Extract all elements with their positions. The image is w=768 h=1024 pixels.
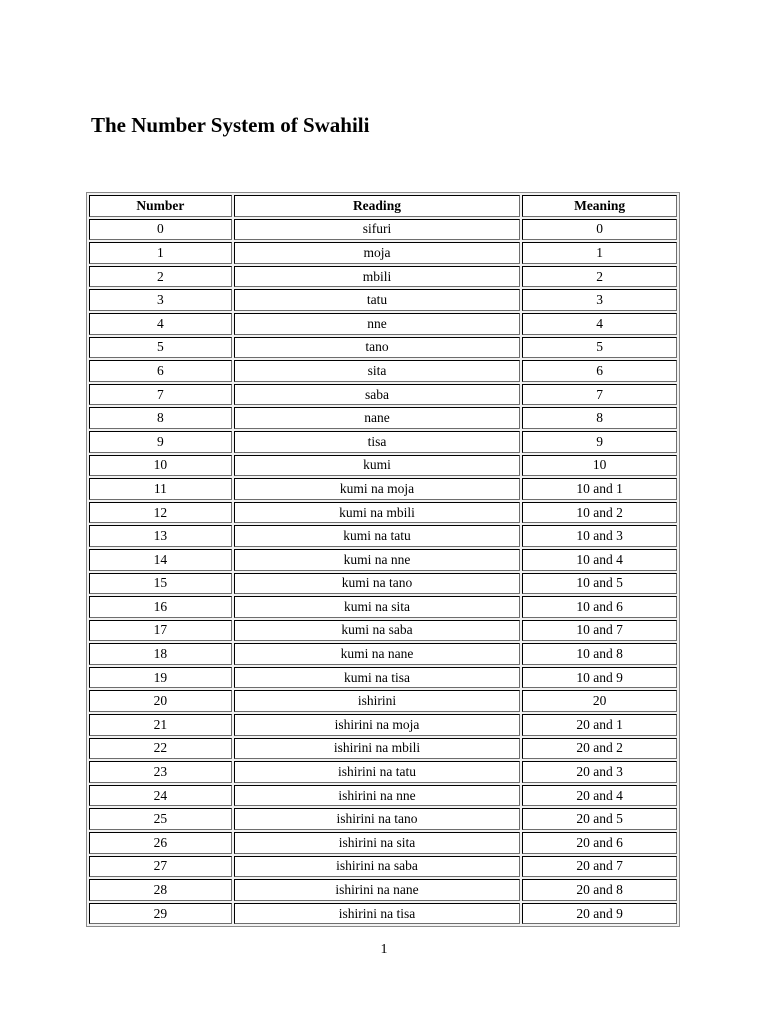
table-row — [89, 549, 677, 571]
cell-reading: mbili — [234, 266, 520, 288]
cell-number: 6 — [89, 360, 232, 382]
cell-meaning: 6 — [522, 360, 677, 382]
table-row — [89, 690, 677, 712]
cell-number: 22 — [89, 738, 232, 760]
cell-number: 23 — [89, 761, 232, 783]
cell-number: 28 — [89, 879, 232, 901]
table-row — [89, 808, 677, 830]
number-table — [87, 193, 679, 926]
cell-reading: tatu — [234, 289, 520, 311]
cell-meaning: 20 and 9 — [522, 903, 677, 925]
cell-number: 2 — [89, 266, 232, 288]
cell-number: 20 — [89, 690, 232, 712]
cell-reading: kumi — [234, 455, 520, 477]
cell-number: 15 — [89, 573, 232, 595]
cell-meaning: 10 and 2 — [522, 502, 677, 524]
cell-meaning: 1 — [522, 242, 677, 264]
cell-number: 11 — [89, 478, 232, 500]
cell-meaning: 10 and 6 — [522, 596, 677, 618]
cell-reading: ishirini na nane — [234, 879, 520, 901]
cell-meaning: 10 and 7 — [522, 620, 677, 642]
cell-reading: saba — [234, 384, 520, 406]
cell-number: 0 — [89, 219, 232, 241]
cell-reading: ishirini na tano — [234, 808, 520, 830]
cell-reading: kumi na tisa — [234, 667, 520, 689]
table-row — [89, 620, 677, 642]
table-row — [89, 856, 677, 878]
cell-meaning: 4 — [522, 313, 677, 335]
cell-meaning: 20 and 8 — [522, 879, 677, 901]
cell-reading: sita — [234, 360, 520, 382]
cell-meaning: 8 — [522, 407, 677, 429]
cell-meaning: 10 and 9 — [522, 667, 677, 689]
cell-number: 5 — [89, 337, 232, 359]
cell-number: 21 — [89, 714, 232, 736]
cell-reading: ishirini na nne — [234, 785, 520, 807]
cell-number: 8 — [89, 407, 232, 429]
cell-meaning: 20 and 3 — [522, 761, 677, 783]
cell-reading: ishirini na mbili — [234, 738, 520, 760]
cell-reading: sifuri — [234, 219, 520, 241]
table-row — [89, 478, 677, 500]
column-header-meaning: Meaning — [522, 195, 677, 217]
table-row — [89, 643, 677, 665]
page-number: 1 — [380, 942, 388, 957]
cell-reading: ishirini na moja — [234, 714, 520, 736]
table-row — [89, 832, 677, 854]
number-table-container — [86, 192, 680, 927]
cell-number: 29 — [89, 903, 232, 925]
cell-meaning: 10 and 4 — [522, 549, 677, 571]
cell-meaning: 20 and 7 — [522, 856, 677, 878]
cell-number: 4 — [89, 313, 232, 335]
table-row — [89, 266, 677, 288]
cell-number: 26 — [89, 832, 232, 854]
cell-reading: ishirini na tisa — [234, 903, 520, 925]
cell-number: 25 — [89, 808, 232, 830]
table-body — [89, 219, 677, 925]
table-row — [89, 525, 677, 547]
cell-number: 17 — [89, 620, 232, 642]
cell-meaning: 5 — [522, 337, 677, 359]
cell-reading: ishirini na sita — [234, 832, 520, 854]
page-title: The Number System of Swahili — [91, 113, 370, 137]
cell-reading: ishirini na saba — [234, 856, 520, 878]
cell-meaning: 0 — [522, 219, 677, 241]
cell-meaning: 10 and 8 — [522, 643, 677, 665]
cell-reading: kumi na tano — [234, 573, 520, 595]
cell-number: 16 — [89, 596, 232, 618]
table-row — [89, 667, 677, 689]
cell-meaning: 20 and 1 — [522, 714, 677, 736]
cell-meaning: 2 — [522, 266, 677, 288]
cell-meaning: 20 — [522, 690, 677, 712]
cell-meaning: 20 and 5 — [522, 808, 677, 830]
cell-reading: ishirini — [234, 690, 520, 712]
cell-number: 1 — [89, 242, 232, 264]
table-row — [89, 738, 677, 760]
cell-meaning: 20 and 4 — [522, 785, 677, 807]
table-row — [89, 455, 677, 477]
cell-reading: nne — [234, 313, 520, 335]
table-row — [89, 714, 677, 736]
cell-number: 10 — [89, 455, 232, 477]
cell-reading: nane — [234, 407, 520, 429]
table-row — [89, 502, 677, 524]
cell-meaning: 9 — [522, 431, 677, 453]
cell-number: 9 — [89, 431, 232, 453]
cell-reading: kumi na mbili — [234, 502, 520, 524]
table-header-row — [89, 195, 677, 217]
table-row — [89, 242, 677, 264]
cell-number: 13 — [89, 525, 232, 547]
cell-number: 7 — [89, 384, 232, 406]
cell-meaning: 10 and 5 — [522, 573, 677, 595]
cell-reading: kumi na nne — [234, 549, 520, 571]
column-header-reading: Reading — [234, 195, 520, 217]
table-row — [89, 289, 677, 311]
table-row — [89, 219, 677, 241]
cell-meaning: 10 and 3 — [522, 525, 677, 547]
cell-reading: kumi na saba — [234, 620, 520, 642]
table-row — [89, 785, 677, 807]
cell-meaning: 10 — [522, 455, 677, 477]
cell-meaning: 3 — [522, 289, 677, 311]
cell-meaning: 10 and 1 — [522, 478, 677, 500]
table-row — [89, 573, 677, 595]
cell-reading: kumi na nane — [234, 643, 520, 665]
cell-number: 24 — [89, 785, 232, 807]
table-row — [89, 903, 677, 925]
table-row — [89, 313, 677, 335]
cell-reading: kumi na tatu — [234, 525, 520, 547]
table-row — [89, 879, 677, 901]
cell-meaning: 7 — [522, 384, 677, 406]
cell-meaning: 20 and 2 — [522, 738, 677, 760]
cell-number: 27 — [89, 856, 232, 878]
table-row — [89, 761, 677, 783]
table-row — [89, 337, 677, 359]
cell-reading: kumi na sita — [234, 596, 520, 618]
cell-reading: tisa — [234, 431, 520, 453]
cell-meaning: 20 and 6 — [522, 832, 677, 854]
table-row — [89, 360, 677, 382]
table-row — [89, 431, 677, 453]
table-row — [89, 596, 677, 618]
table-row — [89, 407, 677, 429]
column-header-number: Number — [89, 195, 232, 217]
cell-number: 12 — [89, 502, 232, 524]
cell-number: 18 — [89, 643, 232, 665]
cell-reading: kumi na moja — [234, 478, 520, 500]
cell-reading: moja — [234, 242, 520, 264]
cell-reading: ishirini na tatu — [234, 761, 520, 783]
cell-number: 3 — [89, 289, 232, 311]
cell-reading: tano — [234, 337, 520, 359]
table-row — [89, 384, 677, 406]
cell-number: 14 — [89, 549, 232, 571]
cell-number: 19 — [89, 667, 232, 689]
